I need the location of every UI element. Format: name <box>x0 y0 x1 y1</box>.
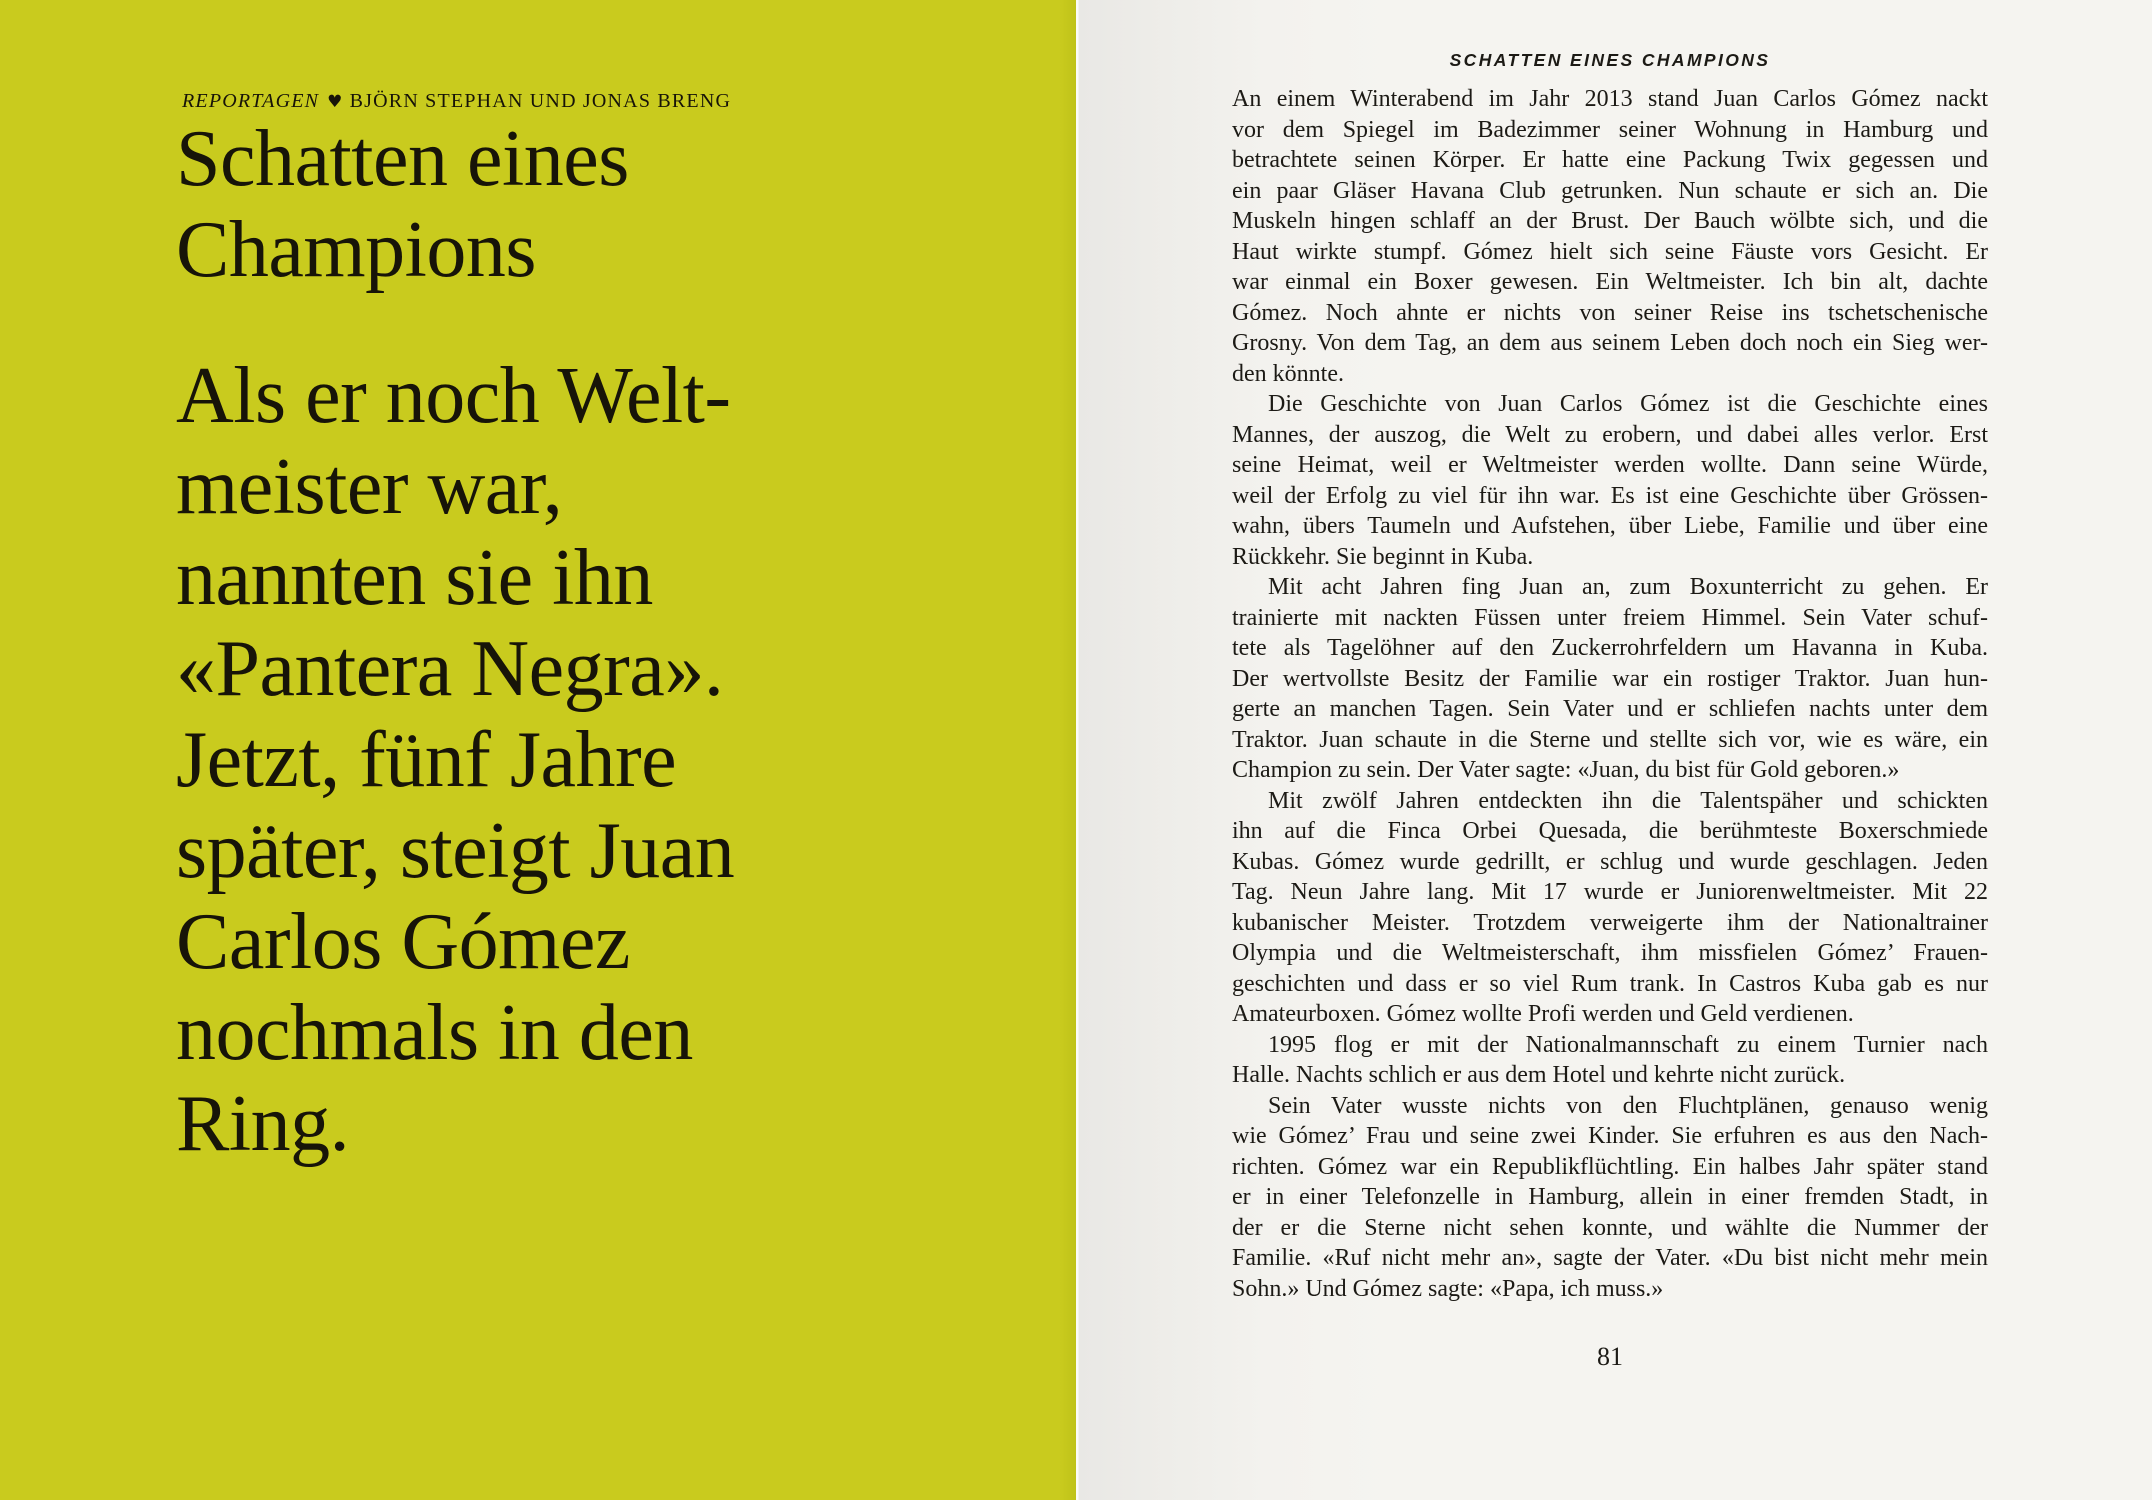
body-line: Champion zu sein. Der Vater sagte: «Juan, du bist für Gold geboren.» <box>1232 757 1900 783</box>
body-line: betrachtete seinen Körper. Er hatte eine Packung Twix gegessen und <box>1232 147 1988 173</box>
body-line: gerte an manchen Tagen. Sein Vater und er schliefen nachts unter dem <box>1232 696 1988 722</box>
body-line: Rückkehr. Sie beginnt in Kuba. <box>1232 543 1534 570</box>
body-line: trainierte mit nackten Füssen unter freiem Himmel. Sein Vater schuf- <box>1232 604 1988 631</box>
body-line: Halle. Nachts schlich er aus dem Hotel und kehrte nicht zurück. <box>1232 1062 1846 1088</box>
body-line: 1995 flog er mit der Nationalmannschaft zu einem Turnier nach <box>1268 1031 1988 1058</box>
body-line: weil der Erfolg zu viel für ihn war. Es ist eine Geschichte über Grössen- <box>1232 482 1988 509</box>
right-page <box>1076 0 2152 1500</box>
heart-icon: ♥ <box>327 92 344 112</box>
body-line: Grosny. Von dem Tag, an dem aus seinem Leben doch noch ein Sieg wer- <box>1232 330 1988 356</box>
body-line: Tag. Neun Jahre lang. Mit 17 wurde er Juniorenweltmeister. Mit 22 <box>1232 879 1988 905</box>
body-line: Mit zwölf Jahren entdeckten ihn die Talentspäher und schickten <box>1268 787 1988 814</box>
standfirst-line: Carlos Gómez <box>176 898 630 986</box>
standfirst-line: Jetzt, fünf Jahre <box>176 716 677 804</box>
body-line: Muskeln hingen schlaff an der Brust. Der Bauch wölbte sich, und die <box>1232 208 1988 234</box>
standfirst <box>176 351 734 1170</box>
body-line: wie Gómez’ Frau und seine zwei Kinder. Sie erfuhren es aus den Nach- <box>1232 1123 1988 1149</box>
body-line: den könnte. <box>1232 360 1344 387</box>
body-line: Sohn.» Und Gómez sagte: «Papa, ich muss.» <box>1232 1275 1664 1302</box>
running-header: SCHATTEN EINES CHAMPIONS <box>1449 50 1771 70</box>
standfirst-line: nochmals in den <box>176 989 693 1077</box>
body-line: Sein Vater wusste nichts von den Fluchtplänen, genauso wenig <box>1268 1092 1988 1119</box>
standfirst-line: «Pantera Negra». <box>176 625 724 713</box>
headline-line: Champions <box>176 206 536 294</box>
kicker-authors: BJÖRN STEPHAN UND JONAS BRENG <box>349 90 732 112</box>
standfirst-line: später, steigt Juan <box>176 807 735 895</box>
body-line: er in einer Telefonzelle in Hamburg, allein in einer fremden Stadt, in <box>1232 1184 1988 1210</box>
standfirst-line: Ring. <box>176 1080 350 1168</box>
body-line: An einem Winterabend im Jahr 2013 stand Juan Carlos Gómez nackt <box>1232 86 1988 112</box>
body-line: Mit acht Jahren fing Juan an, zum Boxunterricht zu gehen. Er <box>1268 574 1988 600</box>
body-line: Traktor. Juan schaute in die Sterne und stellte sich vor, wie es wäre, ein <box>1232 726 1988 753</box>
body-line: Familie. «Ruf nicht mehr an», sagte der Vater. «Du bist nicht mehr mein <box>1232 1245 1988 1271</box>
body-line: richten. Gómez war ein Republikflüchtling. Ein halbes Jahr später stand <box>1232 1153 1988 1180</box>
body-line: vor dem Spiegel im Badezimmer seiner Wohnung in Hamburg und <box>1232 116 1988 143</box>
kicker <box>182 88 731 115</box>
kicker-magazine-title: REPORTAGEN <box>182 90 320 112</box>
body-line: Kubas. Gómez wurde gedrillt, er schlug und wurde geschlagen. Jeden <box>1232 848 1988 875</box>
standfirst-line: meister war, <box>176 443 563 531</box>
body-line: wahn, übers Taumeln und Aufstehen, über Liebe, Familie und über eine <box>1232 513 1988 539</box>
body-line: Mannes, der auszog, die Welt zu erobern, und dabei alles verlor. Erst <box>1232 421 1988 448</box>
body-line: Der wertvollste Besitz der Familie war ein rostiger Traktor. Juan hun- <box>1232 665 1988 692</box>
body-line: ihn auf die Finca Orbei Quesada, die berühmteste Boxerschmiede <box>1232 818 1988 844</box>
page-number: 81 <box>1597 1342 1623 1371</box>
body-line: der er die Sterne nicht sehen konnte, und wählte die Nummer der <box>1232 1214 1988 1241</box>
body-line: Olympia und die Weltmeisterschaft, ihm missfielen Gómez’ Frauen- <box>1232 940 1988 966</box>
body-line: Haut wirkte stumpf. Gómez hielt sich seine Fäuste vors Gesicht. Er <box>1232 238 1988 265</box>
standfirst-line: Als er noch Welt- <box>176 352 731 440</box>
body-line: ein paar Gläser Havana Club getrunken. Nun schaute er sich an. Die <box>1232 177 1988 204</box>
body-line: seine Heimat, weil er Weltmeister werden wollte. Dann seine Würde, <box>1232 452 1988 478</box>
standfirst-line: nannten sie ihn <box>176 534 653 622</box>
headline <box>176 114 629 296</box>
body-text <box>1232 84 1988 1304</box>
body-line: geschichten und dass er so viel Rum trank. In Castros Kuba gab es nur <box>1232 970 1988 997</box>
body-line: Die Geschichte von Juan Carlos Gómez ist die Geschichte eines <box>1268 391 1988 417</box>
body-line: war einmal ein Boxer gewesen. Ein Weltmeister. Ich bin alt, dachte <box>1232 269 1988 295</box>
body-line: tete als Tagelöhner auf den Zuckerrohrfeldern um Havanna in Kuba. <box>1232 635 1988 661</box>
headline-line: Schatten eines <box>176 115 629 203</box>
body-line: kubanischer Meister. Trotzdem verweigerte ihm der Nationaltrainer <box>1232 909 1988 936</box>
body-line: Amateurboxen. Gómez wollte Profi werden und Geld verdienen. <box>1232 1001 1854 1027</box>
body-line: Gómez. Noch ahnte er nichts von seiner Reise ins tschetschenische <box>1232 299 1988 326</box>
